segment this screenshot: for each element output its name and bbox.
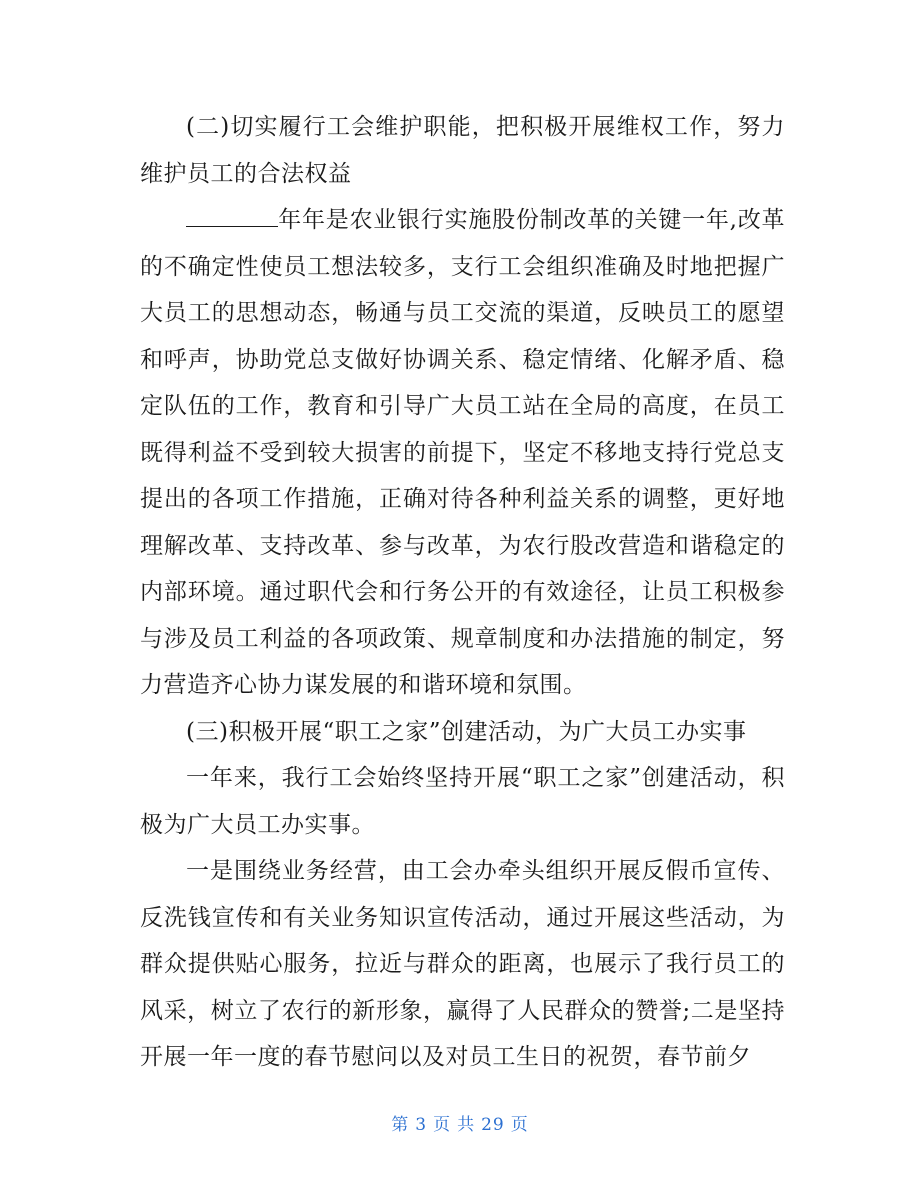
paragraph-rights — [140, 197, 785, 709]
paragraph-activities: 一是围绕业务经营，由工会办牵头组织开展反假币宣传、反洗钱宣传和有关业务知识宣传活动，通过开展这些活动，为群众提供贴心服务，拉近与群众的距离，也展示了我行员工的风采，树立了农行的新形象，赢得了人民群众的赞誉;二是坚持开展一年一度的春节慰问以及对员工生日的祝贺，春节前夕 — [140, 858, 785, 1070]
section-heading-two: (二)切实履行工会维护职能，把积极开展维权工作，努力维护员工的合法权益 — [140, 114, 785, 187]
footer-current-page: 3 — [415, 1115, 428, 1135]
document-body — [140, 104, 785, 1081]
paragraph-workers-home: 一年来，我行工会始终坚持开展“职工之家”创建活动，积极为广大员工办实事。 — [140, 765, 785, 838]
section-heading-three: (三)积极开展“职工之家”创建活动，为广大员工办实事 — [186, 718, 747, 745]
fill-in-blank — [186, 206, 278, 227]
page-footer — [0, 1110, 920, 1135]
footer-total-label: 共 — [457, 1115, 476, 1135]
footer-suffix: 页 — [510, 1115, 529, 1135]
footer-page-label: 页 — [433, 1115, 452, 1135]
paragraph-rights-text: 年年是农业银行实施股份制改革的关键一年,改革的不确定性使员工想法较多，支行工会组织准确及时地把握广大员工的思想动态，畅通与员工交流的渠道，反映员工的愿望和呼声，协助党总支做好协调关系、稳定情绪、化解矛盾、稳定队伍的工作，教育和引导广大员工站在全局的高度，在员工既得利益不受到较大损害的前提下，坚定不移地支持行党总支提出的各项工作措施，正确对待各种利益关系的调整，更好地理解改革、支持改革、参与改革，为农行股改营造和谐稳定的内部环境。通过职代会和行务公开的有效途径，让员工积极参与涉及员工利益的各项政策、规章制度和办法措施的制定，努力营造齐心协力谋发展的和谐环境和氛围。 — [140, 207, 785, 698]
footer-prefix: 第 — [391, 1115, 410, 1135]
footer-total-pages: 29 — [481, 1115, 505, 1135]
